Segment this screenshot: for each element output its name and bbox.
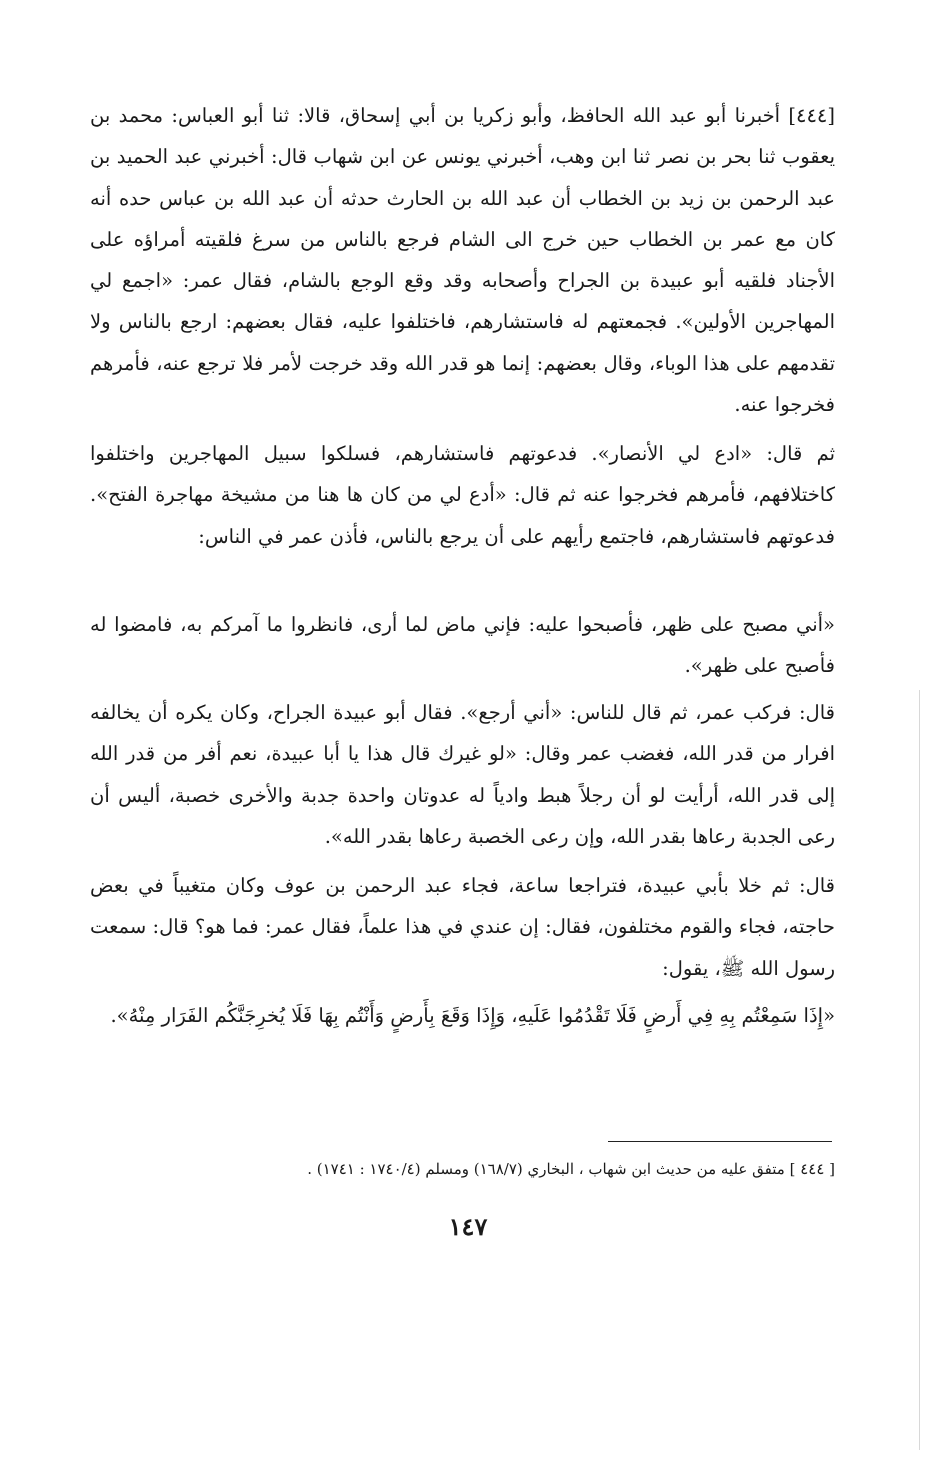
paragraph-umar-reply: قال: فركب عمر، ثم قال للناس: «أني أرجع». فقال أبو عبيدة الجراح، وكان يكره أن يخالفه افرار من قدر الله، فغضب عمر وقال: «لو غيرك قال هذا يا أبا عبيدة، نعم أفر من قدر الله إلى قدر الله، أرأيت لو أن رجلاً هبط وادياً له عدوتان واحدة جدبة والأخرى خصبة، أليس أن رعى الجدبة رعاها بقدر الله، وإن رعى الخصبة رعاها بقدر الله». bbox=[90, 701, 835, 848]
footnote-separator bbox=[608, 1141, 832, 1142]
scan-edge-line bbox=[919, 690, 920, 1450]
paragraph-hadith-chain: [٤٤٤] أخبرنا أبو عبد الله الحافظ، وأبو زكريا بن أبي إسحاق، قالا: ثنا أبو العباس: محمد بن يعقوب ثنا بحر بن نصر ثنا ابن وهب، أخبرني يونس عن ابن شهاب قال: أخبرني عبد الحميد بن عبد الرحمن بن زيد بن الخطاب أن عبد الله بن الحارث حدثه أن عبد الله بن عباس حده أنه كان مع عمر بن الخطاب حين خرج الى الشام فرجع بالناس من سرغ فلقيته أمراؤه على الأجناد فلقيه أبو عبيدة بن الجراح وأصحابه وقد وقع الوجع بالشام، فقال عمر: «اجمع لي المهاجرين الأولين». فجمعتهم له فاستشارهم، فاختلفوا عليه، فقال بعضهم: ارجع بالناس ولا تقدمهم على هذا الوباء، وقال بعضهم: إنما هو قدر الله وقد خرجت لأمر فلا ترجع عنه، فأمرهم فخرجوا عنه. bbox=[90, 104, 836, 417]
paragraph-ansar: ثم قال: «ادع لي الأنصار». فدعوتهم فاستشارهم، فسلكوا سبيل المهاجرين واختلفوا كاختلافهم، فأمرهم فخرجوا عنه ثم قال: «أدع لي من كان ها هنا من مشيخة مهاجرة الفتح». فدعوتهم فاستشارهم، فاجتمع رأيهم على أن يرجع بالناس، فأذن عمر في الناس: bbox=[90, 442, 835, 548]
paragraph-abdulrahman: قال: ثم خلا بأبي عبيدة، فتراجعا ساعة، فجاء عبد الرحمن بن عوف وكان متغيباً في بعض حاجته، فجاء والقوم مختلفون، فقال: إن عندي في هذا علماً، فقال عمر: فما هو؟ قال: سمعت رسول الله ﷺ، يقول: bbox=[90, 874, 835, 980]
paragraph-prophetic-saying: «إِذَا سَمِعْتُم بِهِ فِي أَرضٍ فَلَا تَقْدُمُوا عَلَيهِ، وَإِذَا وَقَعَ بِأَرضٍ وَأَنْتُم بِهَا فَلَا يُخرِجَنَّكُم الفَرَار مِنْهُ». bbox=[110, 1004, 835, 1027]
page-number: ١٤٧ bbox=[448, 1212, 488, 1241]
paragraph-announcement: «أني مصبح على ظهر، فأصبحوا عليه: فإني ماض لما أرى، فانظروا ما آمركم به، فامضوا له فأصبح على ظهر». bbox=[90, 613, 835, 678]
footnote-text: [ ٤٤٤ ] متفق عليه من حديث ابن شهاب ، البخاري (١٦٨/٧) ومسلم (١٧٤٠/٤ : ١٧٤١) . bbox=[307, 1160, 835, 1178]
